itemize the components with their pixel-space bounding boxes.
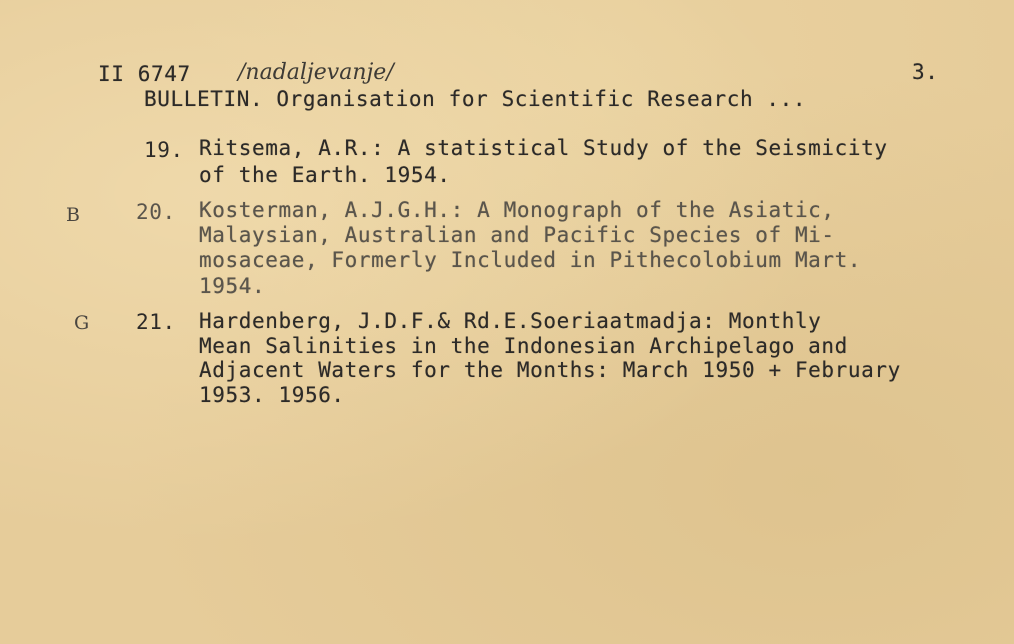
entry-20-line-2: Malaysian, Australian and Pacific Species of Mi- [199, 223, 835, 247]
entry-19-line-1: Ritsema, A.R.: A statistical Study of the Seismicity [199, 136, 888, 160]
entry-number-20: 20. [136, 200, 176, 224]
card-number: 3. [912, 60, 939, 84]
entry-21-line-3: Adjacent Waters for the Months: March 1950 + February [199, 358, 901, 382]
call-number: II 6747 [98, 62, 191, 86]
entry-20-line-1: Kosterman, A.J.G.H.: A Monograph of the Asiatic, [199, 198, 835, 222]
entry-number-19: 19. [144, 138, 184, 162]
margin-letter-b: B [66, 204, 80, 226]
handwritten-note: /nadaljevanje/ [238, 60, 394, 85]
entry-21-line-2: Mean Salinities in the Indonesian Archipelago and [199, 334, 848, 358]
entry-20-line-4: 1954. [199, 274, 266, 298]
entry-19-line-2: of the Earth. 1954. [199, 163, 451, 187]
margin-letter-g: G [74, 312, 90, 334]
entry-21-line-1: Hardenberg, J.D.F.& Rd.E.Soeriaatmadja: Monthly [199, 309, 822, 333]
entry-21-line-4: 1953. 1956. [199, 383, 345, 407]
entry-number-21: 21. [136, 310, 176, 334]
entry-20-line-3: mosaceae, Formerly Included in Pithecolobium Mart. [199, 248, 862, 272]
series-title: BULLETIN. Organisation for Scientific Research ... [144, 87, 807, 111]
